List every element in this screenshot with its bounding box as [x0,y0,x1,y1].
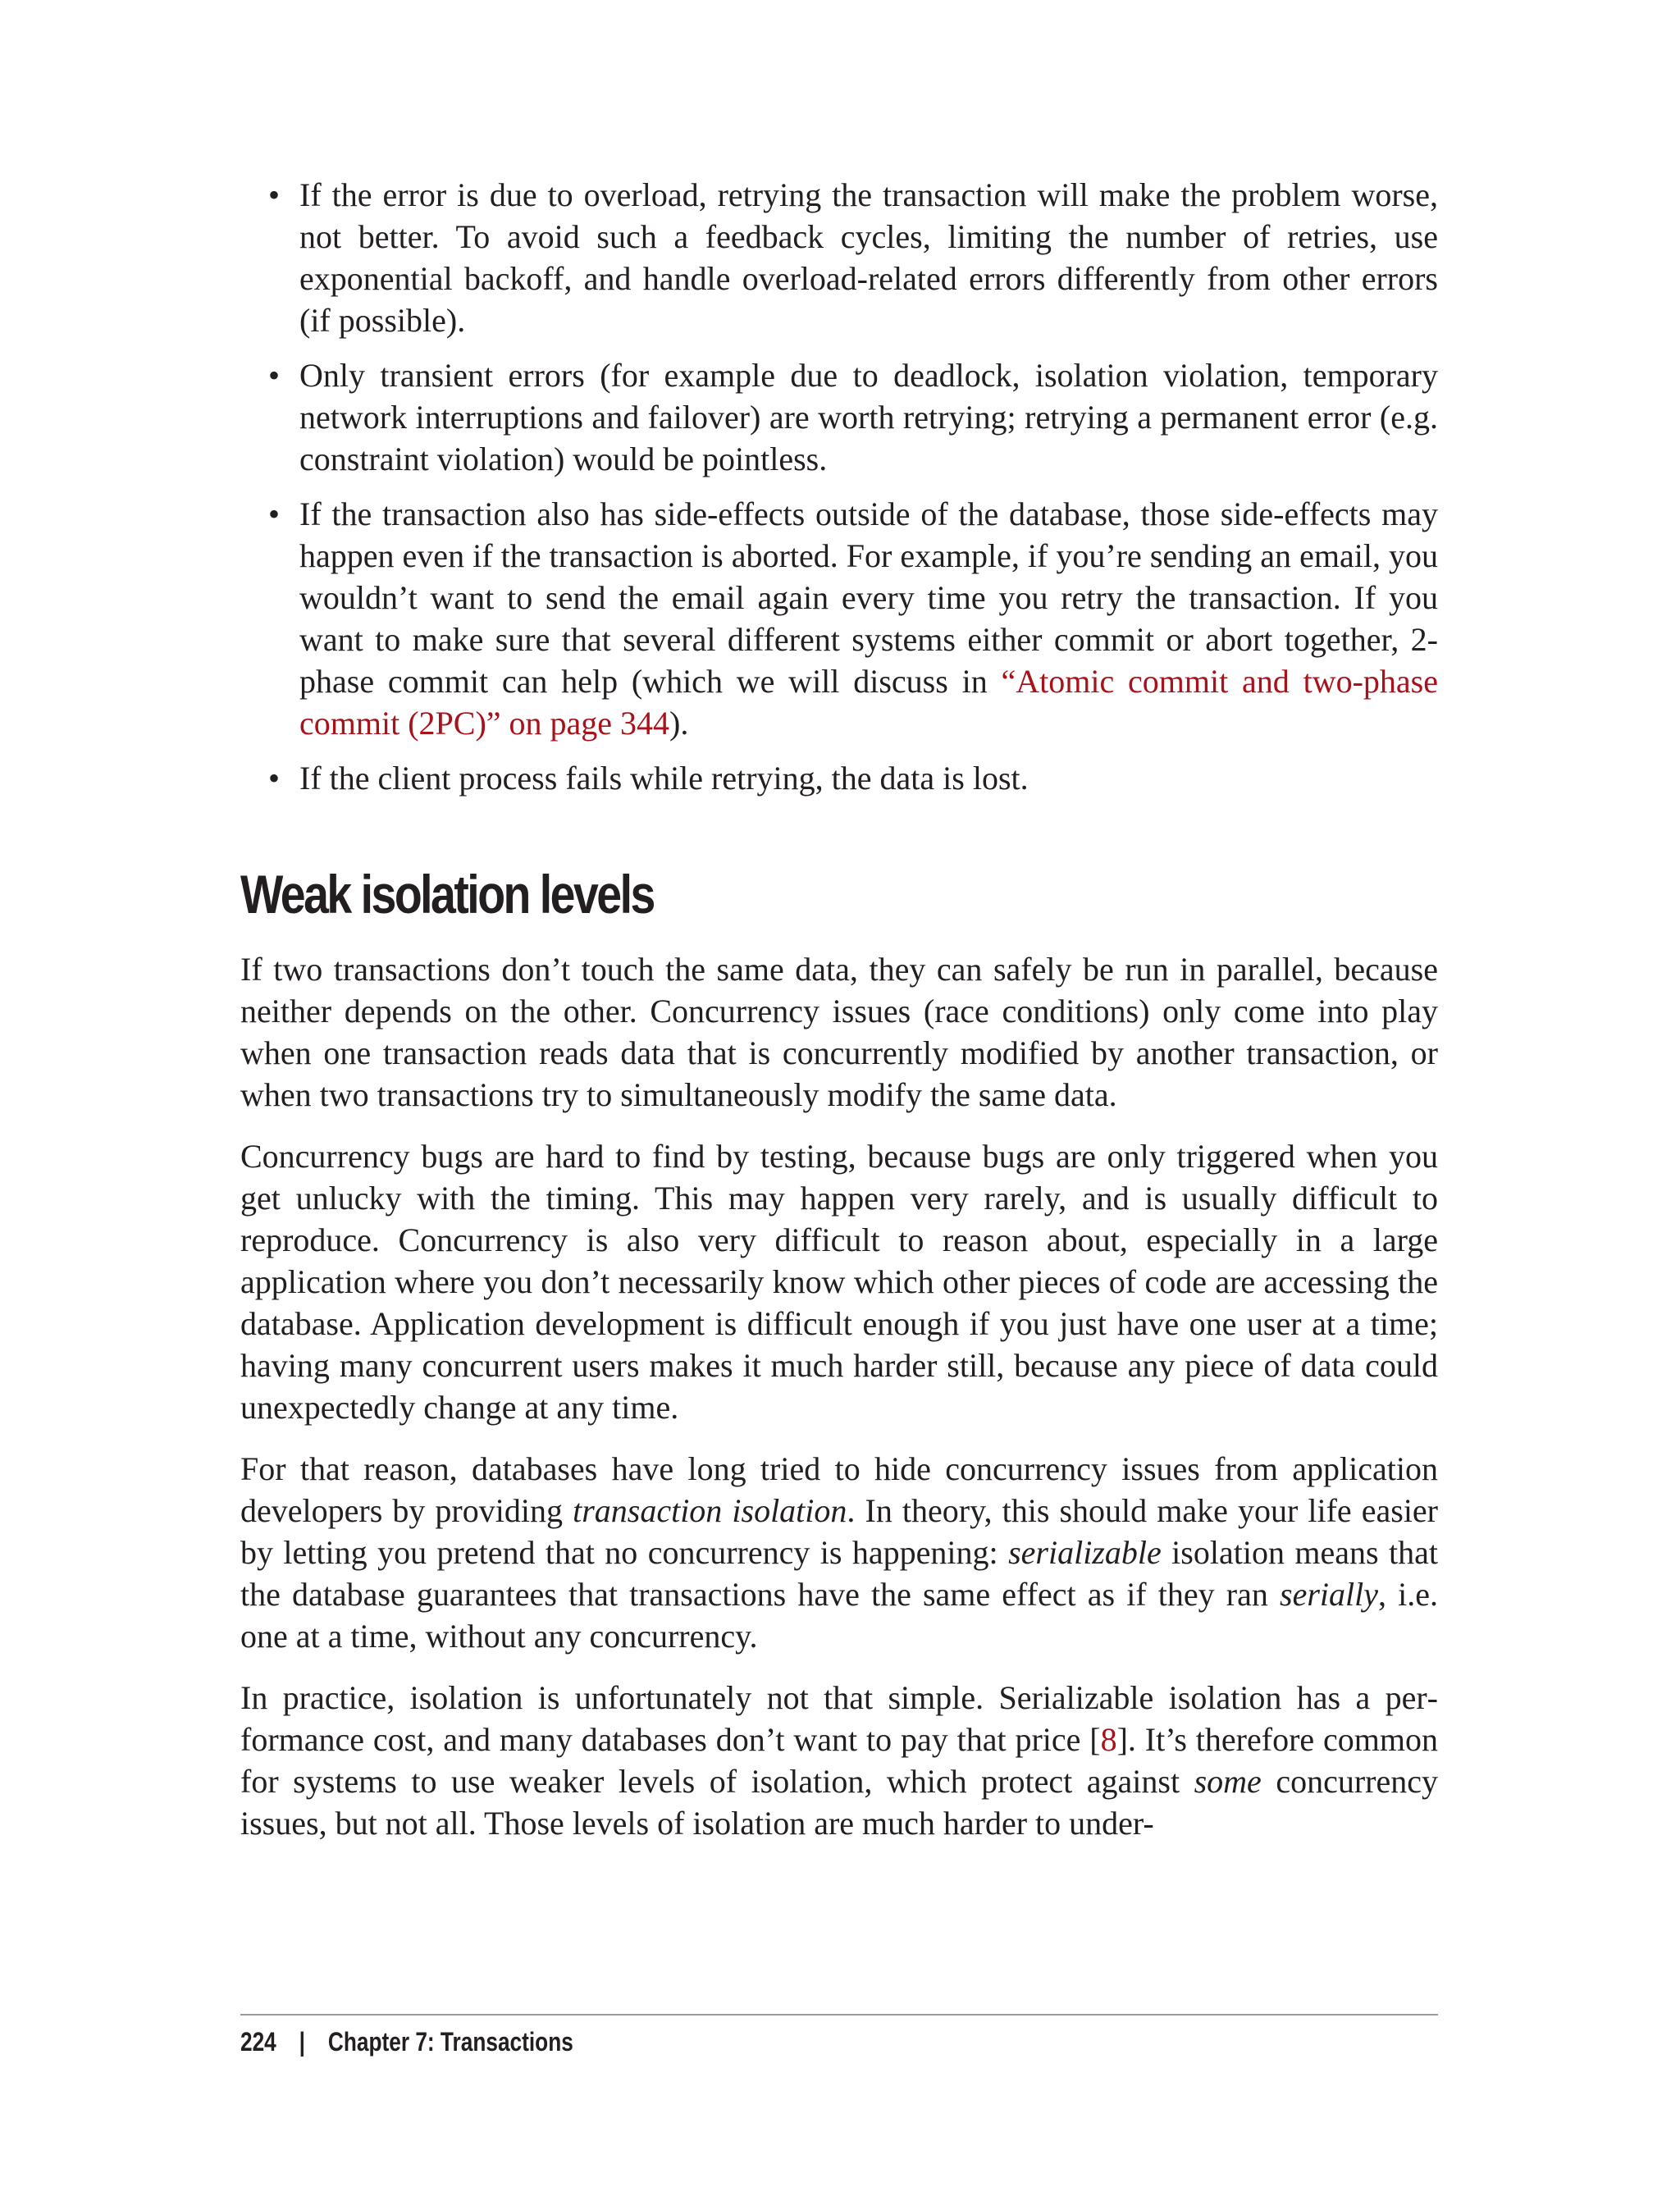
footer-divider [240,2014,1438,2016]
list-item-text: Only transient errors (for example due to deadlock, isolation violation, temporary network interruptions and failover) are worth retrying; retrying a permanent error (e.g. constraint violation) would be pointless. [299,357,1438,477]
running-footer [240,2027,1222,2057]
paragraph [240,1448,1438,1657]
cross-reference-link[interactable]: “Atomic commit and two-phase commit (2PC)” on page 344 [299,663,1438,742]
list-item-text: If the error is due to overload, retrying the transaction will make the problem worse, not better. To avoid such a feedback cycles, limiting the number of retries, use exponential backoff, and handle overload-related errors differently from other errors (if possible). [299,176,1438,339]
emphasis-term: serially [1280,1576,1378,1613]
paragraph-text: ]. It’s therefore common for systems to use weaker levels of isolation, which protect against [240,1721,1439,1800]
chapter-title: Chapter 7: Transactions [327,2027,573,2057]
emphasis-term: transaction isolation [573,1492,847,1529]
citation-link[interactable]: 8 [1100,1721,1117,1758]
paragraph [240,1677,1438,1844]
emphasis-term: serializable [1008,1534,1162,1571]
paragraph: If two transactions don’t touch the same data, they can safely be run in parallel, because neither depends on the other. Concurrency issues (race conditions) only come into play when one transaction reads data that is concurrently modified by another transaction, or when two transactions try to simultaneously modify the same data. [240,951,1438,1113]
list-item [240,493,1438,744]
bullet-icon: • [268,357,281,394]
list-item [240,174,1438,341]
paragraph-text: , i.e. one at a time, without any concurrency. [240,1576,1438,1655]
paragraph: Concurrency bugs are hard to find by testing, because bugs are only triggered when you get unlucky with the timing. This may happen very rarely, and is usually difficult to reproduce. Concurrency is also very difficult to reason about, especially in a large application where you don’t necessarily know which other pieces of code are accessing the database. Application development is difficult enough if you just have one user at a time; having many concurrent users makes it much harder still, because any piece of data could unexpectedly change at any time. [240,1138,1438,1426]
paragraph-text: For that reason, databases have long tried to hide concurrency issues from application developers by providing [240,1450,1438,1529]
list-item-text: If the client process fails while retrying, the data is lost. [299,760,1029,797]
footer-separator: | [299,2027,306,2057]
retry-caveats-list [240,174,1438,799]
paragraph-text: isolation means that the database guarantees that transactions have the same effect as if they ran [240,1534,1438,1613]
list-item [240,757,1438,799]
list-item-text-end: ). [669,705,689,742]
page-body [240,174,1438,1864]
list-item-text: If the transaction also has side-effects outside of the database, those side-effects may happen even if the transaction is aborted. For example, if you’re sending an email, you wouldn’t want to send the email again every time you retry the transaction. If you want to make sure that several different systems either commit or abort together, 2-phase commit can help (which we will discuss in [299,495,1438,700]
bullet-icon: • [268,760,281,797]
paragraph-text: . In theory, this should make your life easier by letting you pretend that no concurrency is happening: [240,1492,1439,1571]
section-heading: Weak isolation levels [240,864,654,924]
bullet-icon: • [268,176,281,213]
page-footer [240,2014,1438,2057]
page-number: 224 [240,2027,276,2057]
list-item [240,354,1438,480]
paragraph-text: In practice, isolation is unfortunately not that simple. Serializable isolation has a performance cost, and many databases don’t want to pay that price [ [240,1679,1438,1758]
emphasis-term: some [1194,1763,1262,1800]
bullet-icon: • [268,495,281,532]
paragraph-text: concurrency issues, but not all. Those levels of isolation are much harder to under- [240,1763,1439,1842]
